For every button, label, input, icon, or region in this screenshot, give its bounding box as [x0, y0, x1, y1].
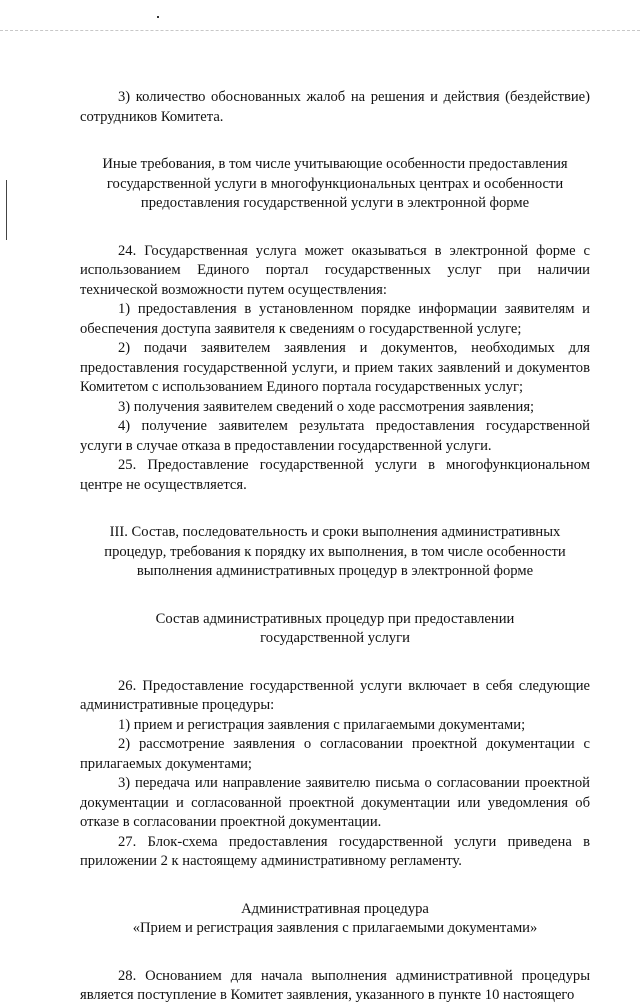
paragraph-24: 24. Государственная услуга может оказываться в электронной форме с использованием Единого портал государственных услуг при наличии технической возможности путем осуществления: [80, 242, 590, 298]
scan-speck [157, 16, 159, 18]
procedure-heading-line-1: Административная процедура [241, 900, 429, 917]
paragraph-complaints: 3) количество обоснованных жалоб на решения и действия (бездействие) сотрудников Комитета. [80, 89, 590, 125]
paragraph-24-item-4: 4) получение заявителем результата предоставления государственной услуги в случае отказа в предоставлении государственной услуги. [80, 418, 590, 454]
paragraph-25: 25. Предоставление государственной услуги в многофункциональном центре не осуществляется. [80, 457, 590, 493]
section-heading-other-requirements: Иные требования, в том числе учитывающие особенности предоставления государственной услуги в многофункциональных центрах и особенности предоставления государственной услуги в электронной форме [102, 156, 568, 211]
paragraph-24-item-3: 3) получения заявителем сведений о ходе рассмотрения заявления; [118, 398, 535, 415]
scan-edge-mark [6, 180, 7, 240]
chapter-heading-iii: III. Состав, последовательность и сроки выполнения административных процедур, требования к порядку их выполнения, в том числе особенности выполнения административных процедур в электронной форме [104, 524, 566, 579]
paragraph-26: 26. Предоставление государственной услуги включает в себя следующие административные процедуры: [80, 677, 590, 713]
subheading-procedures-composition: Состав административных процедур при предоставлении государственной услуги [155, 610, 515, 646]
paragraph-26-item-3: 3) передача или направление заявителю письма о согласовании проектной документации и согласованной проектной документации или уведомления об отказе в согласовании проектной документации. [80, 775, 590, 830]
paragraph-27: 27. Блок-схема предоставления государственной услуги приведена в приложении 2 к настоящему административному регламенту. [80, 833, 590, 869]
procedure-heading-line-2: «Прием и регистрация заявления с прилагаемыми документами» [132, 920, 538, 936]
paragraph-24-item-1: 1) предоставления в установленном порядке информации заявителям и обеспечения доступа заявителя к сведениям о государственной услуге; [80, 301, 590, 337]
paragraph-24-item-2: 2) подачи заявителем заявления и документов, необходимых для предоставления государственной услуги, и прием таких заявлений и документов Комитетом с использованием Единого портала государственных услуг; [80, 340, 590, 395]
paragraph-28: 28. Основанием для начала выполнения административной процедуры является поступление в Комитет заявления, указанного в пункте 10 настоящего [80, 967, 590, 1003]
paragraph-26-item-2: 2) рассмотрение заявления о согласовании проектной документации с прилагаемых документами; [80, 736, 590, 772]
paragraph-26-item-1: 1) прием и регистрация заявления с прилагаемыми документами; [118, 716, 526, 733]
document-page [80, 88, 590, 1006]
scan-fold-line [0, 30, 640, 31]
